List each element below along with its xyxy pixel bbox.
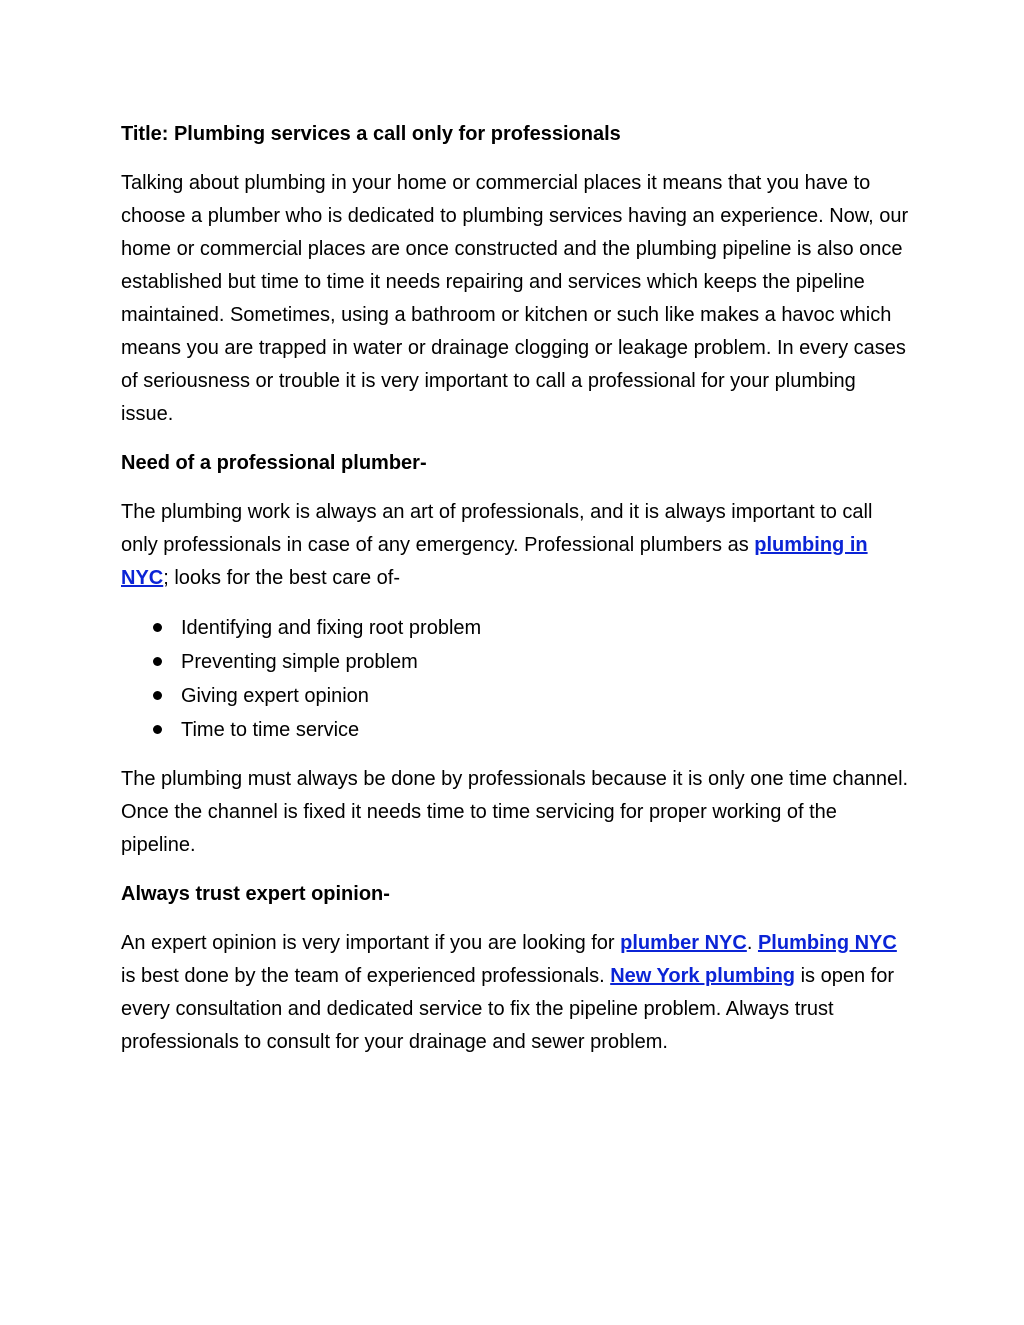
plumber-nyc-link[interactable]: plumber NYC [620, 932, 747, 954]
section2-text-2: . [746, 932, 758, 954]
section1-text-after: ; looks for the best care of- [163, 567, 401, 589]
bullet-icon [153, 623, 162, 632]
section2-paragraph [121, 927, 911, 1059]
bullet-icon [153, 691, 162, 700]
plumbing-nyc-link[interactable]: Plumbing NYC [757, 932, 897, 954]
bullet-text: Preventing simple problem [181, 651, 418, 673]
list-item [121, 611, 911, 645]
new-york-plumbing-link[interactable]: New York plumbing [610, 965, 796, 987]
list-item [121, 645, 911, 679]
section1-closing-paragraph: The plumbing must always be done by professionals because it is only one time channel. Once the channel is fixed it needs time to time servicing for proper working of the pipeline. [121, 768, 909, 856]
bullet-text: Identifying and fixing root problem [181, 617, 482, 639]
list-item [121, 713, 911, 747]
document-title: Title: Plumbing services a call only for professionals [121, 123, 621, 145]
document-page [121, 118, 911, 1075]
intro-paragraph: Talking about plumbing in your home or commercial places it means that you have to choose a plumber who is dedicated to plumbing services having an experience. Now, our home or commercial places are once constructed and the plumbing pipeline is also once established but time to time it needs repairing and services which keeps the pipeline maintained. Sometimes, using a bathroom or kitchen or such like makes a havoc which means you are trapped in water or drainage clogging or leakage problem. In every cases of seriousness or trouble it is very important to call a professional for your plumbing issue. [121, 172, 909, 425]
bullet-text: Time to time service [181, 719, 360, 741]
bullet-icon [153, 725, 162, 734]
care-bullet-list [121, 611, 911, 747]
bullet-icon [153, 657, 162, 666]
plumbing-in-nyc-link[interactable]: plumbing in NYC [121, 534, 868, 589]
section2-text-1: An expert opinion is very important if you are looking for [121, 932, 621, 954]
list-item [121, 679, 911, 713]
section-heading-professional-plumber: Need of a professional plumber- [121, 452, 427, 474]
section1-paragraph [121, 496, 911, 595]
bullet-text: Giving expert opinion [181, 685, 369, 707]
section2-text-3: is best done by the team of experienced professionals. [121, 965, 611, 987]
section-heading-expert-opinion: Always trust expert opinion- [121, 883, 390, 905]
section2-text-4: is open for every consultation and dedicated service to fix the pipeline problem. Always trust professionals to consult for your drainage and sewer problem. [121, 965, 894, 1053]
section1-text-before: The plumbing work is always an art of professionals, and it is always important to call only professionals in case of any emergency. Professional plumbers as [121, 501, 873, 556]
